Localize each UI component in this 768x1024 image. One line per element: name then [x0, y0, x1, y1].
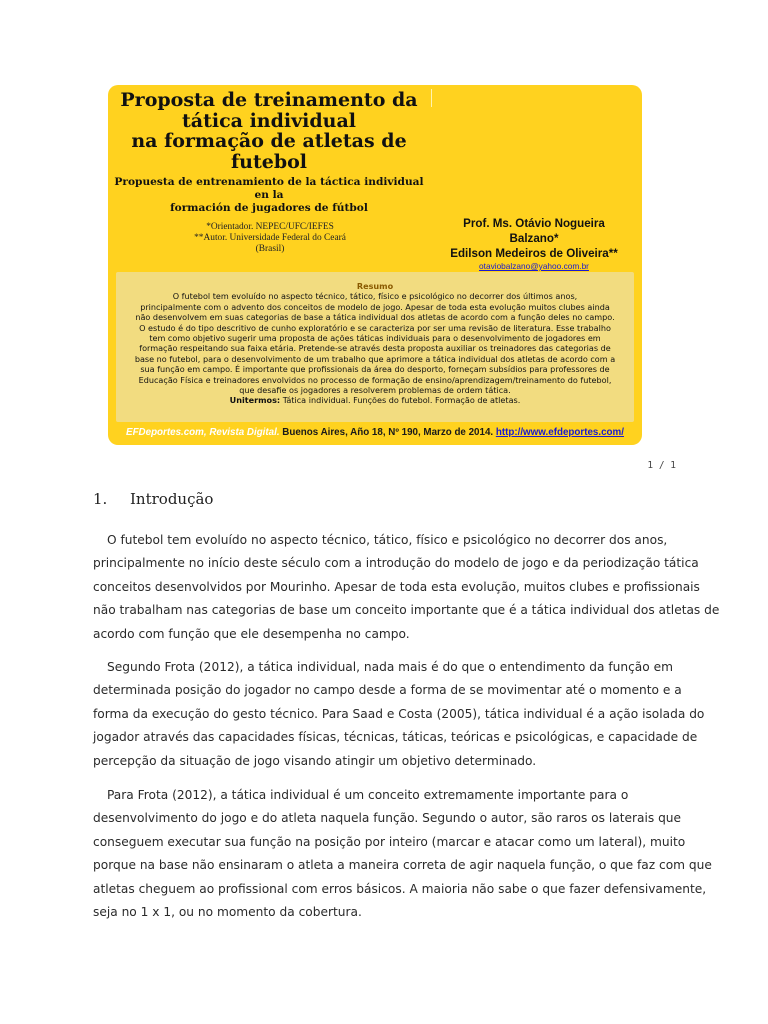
- paragraph-line: forma da execução do gesto técnico. Para Saad e Costa (2005), tática individual é a ação isolada do: [93, 706, 705, 721]
- paragraph-line: atletas cheguem ao profissional com erros básicos. A maioria não sabe o que fazer defensivamente,: [93, 881, 707, 896]
- journal-issue: Buenos Aires, Año 18, Nº 190, Marzo de 2014.: [279, 427, 496, 438]
- journal-citation: [108, 427, 642, 438]
- author-line: Edilson Medeiros de Oliveira**: [450, 247, 618, 260]
- author-line: Prof. Ms. Otávio Nogueira: [463, 217, 605, 230]
- paragraph-line: porque na base não ensinaram o atleta a maneira correta de agir naquela função, o que faz com que: [93, 858, 712, 873]
- paragraph-line: O futebol tem evoluído no aspecto técnico, tático, físico e psicológico no decorrer dos anos,: [107, 533, 668, 547]
- affiliation-line: (Brasil): [255, 244, 285, 254]
- paragraph-line: desenvolvimento do jogo e do atleta naquela função. Segundo o autor, são raros os laterais que: [93, 811, 682, 826]
- paragraph-line: Para Frota (2012), a tática individual é um conceito extremamente importante para o: [107, 788, 629, 802]
- keywords-line: [122, 395, 628, 405]
- paragraph-line: não trabalham nas categorias de base um conceito importante que é a tática individual dos atletas de: [93, 603, 720, 618]
- section-number: 1.: [93, 490, 108, 508]
- abstract-line: principalmente com o advento dos conceitos de modelo de jogo. Apesar de toda esta evolução muitos clubes ainda: [140, 301, 610, 312]
- affiliation-line: *Orientador. NEPEC/UFC/IEFES: [206, 222, 334, 232]
- article-subtitle: [108, 176, 430, 215]
- abstract-line: não desenvolvem em suas categorias de base a tática individual dos atletas de acordo com a função deles no campo.: [135, 312, 615, 323]
- paragraph-line: seja no 1 x 1, ou no momento da cobertura.: [93, 905, 362, 920]
- article-title-line: na formação de atletas de: [131, 130, 407, 152]
- section-title: Introdução: [130, 490, 214, 508]
- abstract-line: tem como objetivo sugerir uma proposta de ações táticas individuais para o desenvolvimento de jogadores em: [149, 333, 601, 344]
- body-paragraph: [93, 784, 712, 924]
- author-names: [434, 216, 634, 272]
- paragraph-line: acordo com função que ele desempenha no campo.: [93, 626, 410, 641]
- abstract-line: sua função em campo. É importante que profissionais da área do desporto, forneçam subsídios para professores de: [140, 364, 610, 375]
- page-counter: 1 / 1: [647, 460, 676, 471]
- paragraph-line: principalmente no início deste século com a introdução do modelo de jogo e da periodização tática: [93, 556, 699, 571]
- article-title-line: tática individual: [182, 109, 356, 132]
- keywords-label: Unitermos:: [229, 395, 281, 406]
- abstract-line: formação respeitando sua faixa etária. Pretende-se através desta proposta auxiliar os treinadores das categorias de: [139, 343, 611, 354]
- paragraph-line: Segundo Frota (2012), a tática individual, nada mais é do que o entendimento da função em: [107, 660, 673, 674]
- abstract-line: base no futebol, para o desenvolvimento de um trabalho que aprimore a tática individual dos atletas de acordo com a: [134, 353, 616, 364]
- author-email-link[interactable]: otaviobalzano@yahoo.com.br: [479, 261, 589, 271]
- title-divider: [431, 89, 432, 107]
- article-title-line: Proposta de treinamento da: [120, 89, 418, 111]
- abstract: [122, 281, 628, 406]
- journal-url-link[interactable]: http://www.efdeportes.com/: [495, 427, 624, 438]
- abstract-line: Educação Física e treinadores envolvidos no processo de formação de ensino/aprendizagem/treinamento do futebol,: [138, 374, 612, 385]
- article-title-line: futebol: [230, 150, 308, 173]
- abstract-line: que desafie os jogadores a resolverem problemas de ordem tática.: [239, 385, 511, 396]
- keywords-text: Tática individual. Funções do futebol. Formação de atletas.: [280, 395, 521, 406]
- paragraph-line: conceitos desenvolvidos por Mourinho. Apesar de toda esta evolução, muitos clubes e profissionais: [93, 579, 700, 594]
- author-affiliations: [160, 222, 380, 255]
- journal-name: EFDeportes.com, Revista Digital.: [126, 427, 280, 438]
- paragraph-line: percepção da situação de jogo visando atingir um objetivo determinado.: [93, 753, 537, 768]
- author-line: Balzano*: [509, 232, 559, 245]
- body-paragraph: [93, 529, 720, 646]
- article-subtitle-line: formación de jugadores de fútbol: [170, 202, 368, 214]
- paragraph-line: conseguem executar sua função na posição por inteiro (marcar e atacar como um lateral), muito: [93, 834, 686, 849]
- affiliation-line: **Autor. Universidade Federal do Ceará: [194, 233, 346, 243]
- article-title-block: [108, 86, 430, 215]
- abstract-heading: Resumo: [356, 281, 394, 291]
- abstract-line: O futebol tem evoluído no aspecto técnico, tático, físico e psicológico no decorrer dos últimos anos,: [172, 291, 578, 302]
- article-title: [108, 90, 430, 172]
- abstract-line: O estudo é do tipo descritivo de cunho exploratório e se caracteriza por ser uma revisão de literatura. Esse trabalho: [139, 322, 611, 333]
- paragraph-line: determinada posição do jogador no campo desde a forma de se movimentar até o momento e a: [93, 683, 682, 698]
- body-paragraph: [93, 656, 705, 773]
- paragraph-line: jogador através das capacidades físicas, técnicas, táticas, teóricas e psicológicas, e capacidade de: [93, 730, 698, 745]
- section-heading: [93, 490, 213, 508]
- article-subtitle-line: Propuesta de entrenamiento de la táctica individual en la: [114, 176, 424, 201]
